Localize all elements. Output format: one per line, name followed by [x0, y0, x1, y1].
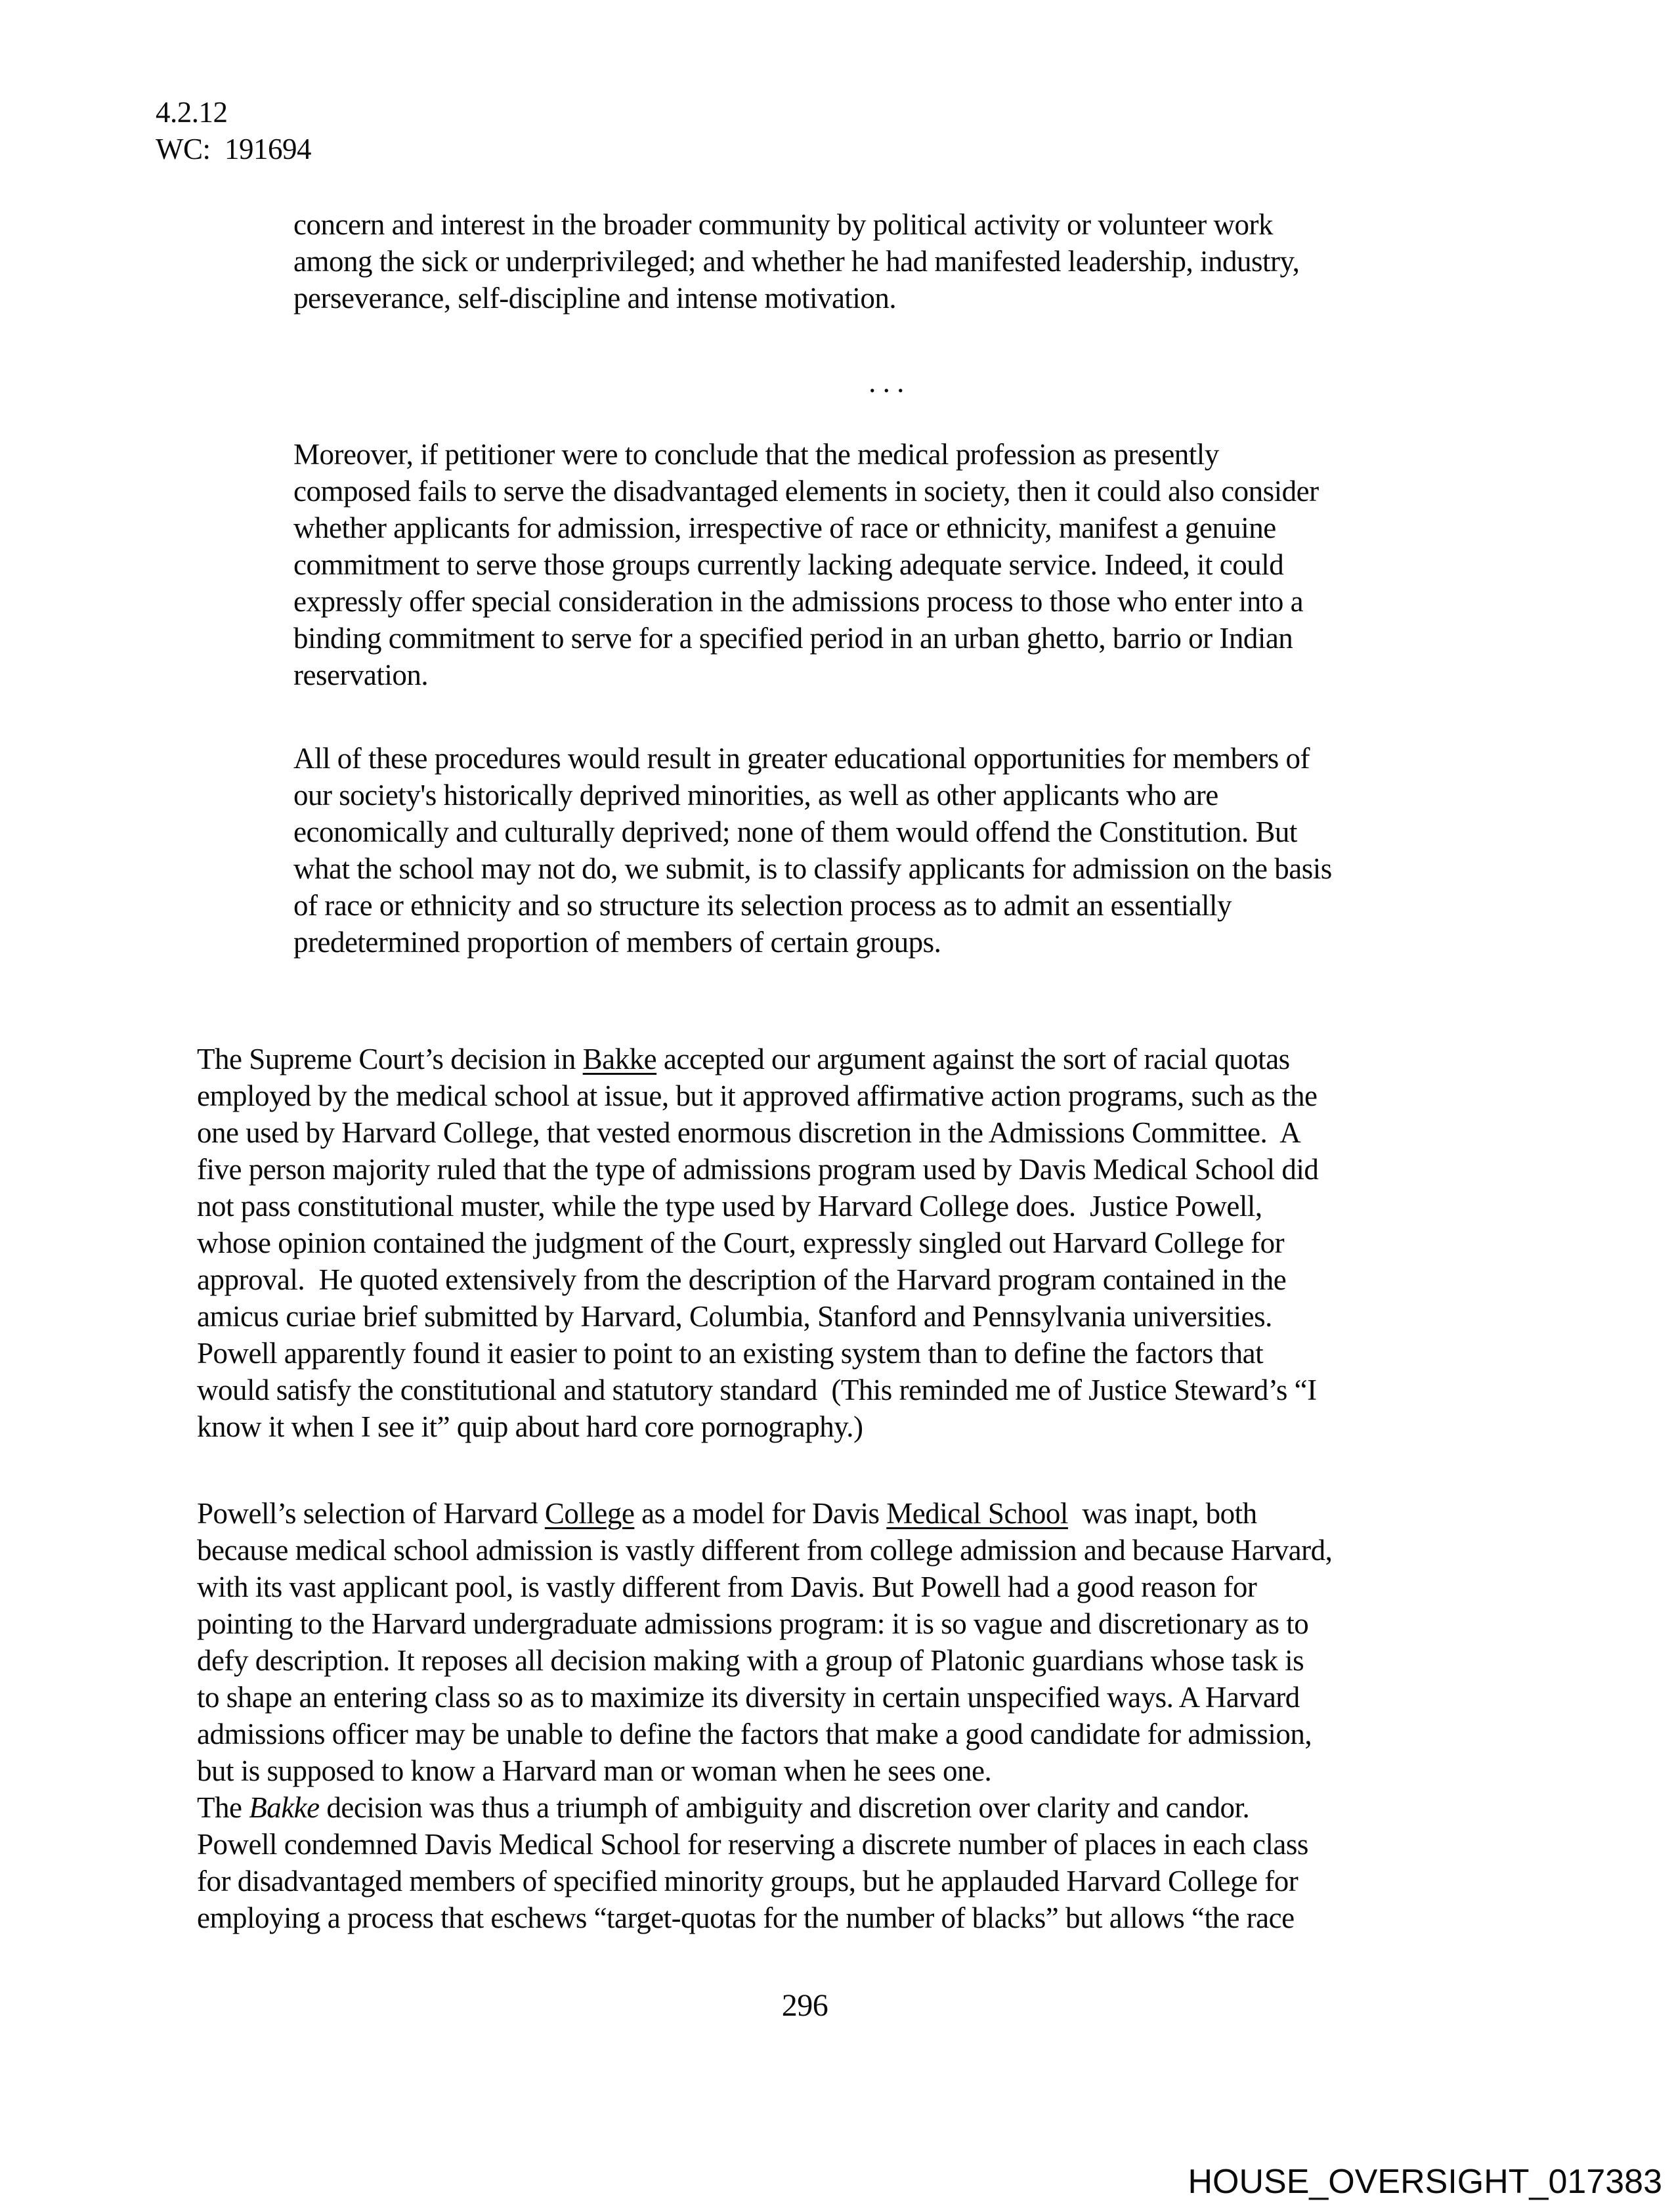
page-number: 296: [781, 1988, 828, 2023]
header-date: 4.2.12: [156, 96, 228, 129]
paragraph-2: [197, 1495, 1484, 1936]
underlined-word: Medical School: [886, 1497, 1068, 1530]
underlined-case-name: Bakke: [582, 1043, 657, 1075]
italic-case-name: Bakke: [249, 1791, 320, 1824]
text-line: concern and interest in the broader community by political activity or volunteer work: [293, 208, 1274, 241]
text-line: composed fails to serve the disadvantaged elements in society, then it could also consider: [293, 475, 1319, 508]
text-line: defy description. It reposes all decision making with a group of Platonic guardians whose task is: [197, 1644, 1304, 1677]
text-line: [197, 1495, 1484, 1532]
text-line: All of these procedures would result in greater educational opportunities for members of: [293, 742, 1310, 775]
text-line: economically and culturally deprived; none of them would offend the Constitution. But: [293, 815, 1297, 848]
text-line: whether applicants for admission, irrespective of race or ethnicity, manifest a genuine: [293, 511, 1276, 544]
text-line: because medical school admission is vastly different from college admission and because Harvard,: [197, 1534, 1333, 1567]
text-line: employing a process that eschews “target-quotas for the number of blacks” but allows “the race: [197, 1901, 1295, 1934]
blockquote-2: [293, 436, 1482, 693]
text-line: employed by the medical school at issue, but it approved affirmative action programs, such as the: [197, 1079, 1318, 1112]
text-line: amicus curiae brief submitted by Harvard, Columbia, Stanford and Pennsylvania universities.: [197, 1300, 1272, 1333]
text-segment: accepted our argument against the sort of racial quotas: [656, 1043, 1290, 1075]
underlined-word: College: [544, 1497, 635, 1530]
text-segment: was inapt, both: [1067, 1497, 1257, 1530]
text-line: one used by Harvard College, that vested enormous discretion in the Admissions Committee. A: [197, 1116, 1301, 1149]
text-line: commitment to serve those groups currently lacking adequate service. Indeed, it could: [293, 548, 1284, 581]
text-line: to shape an entering class so as to maximize its diversity in certain unspecified ways. A Harvard: [197, 1681, 1300, 1714]
text-line: perseverance, self-discipline and intense motivation.: [293, 282, 897, 314]
text-line: binding commitment to serve for a specified period in an urban ghetto, barrio or Indian: [293, 622, 1293, 655]
text-line: with its vast applicant pool, is vastly different from Davis. But Powell had a good reason for: [197, 1571, 1257, 1603]
text-line: but is supposed to know a Harvard man or woman when he sees one.: [197, 1754, 992, 1787]
ellipsis-dots: . . .: [869, 366, 904, 399]
text-line: Powell apparently found it easier to point to an existing system than to define the factors that: [197, 1337, 1264, 1370]
text-line: for disadvantaged members of specified minority groups, but he applauded Harvard College for: [197, 1865, 1298, 1898]
text-segment: decision was thus a triumph of ambiguity and discretion over clarity and candor.: [319, 1791, 1250, 1824]
text-segment: as a model for Davis: [634, 1497, 887, 1530]
text-line: admissions officer may be unable to define the factors that make a good candidate for admission,: [197, 1718, 1312, 1750]
text-line: five person majority ruled that the type of admissions program used by Davis Medical School did: [197, 1153, 1319, 1186]
blockquote-3: [293, 740, 1482, 961]
text-line: not pass constitutional muster, while the type used by Harvard College does. Justice Powell,: [197, 1190, 1262, 1223]
text-segment: Powell’s selection of Harvard: [197, 1497, 545, 1530]
text-line: what the school may not do, we submit, is to classify applicants for admission on the basis: [293, 852, 1332, 885]
paragraph-1: [197, 1041, 1484, 1445]
header-wordcount: WC: 191694: [156, 133, 311, 165]
page-header: [156, 95, 311, 168]
text-segment: The Supreme Court’s decision in: [197, 1043, 583, 1075]
text-line: Powell condemned Davis Medical School for reserving a discrete number of places in each class: [197, 1828, 1308, 1861]
text-line: know it when I see it” quip about hard core pornography.): [197, 1410, 863, 1443]
text-line: of race or ethnicity and so structure its selection process as to admit an essentially: [293, 889, 1232, 922]
text-line: reservation.: [293, 659, 429, 691]
text-line: Moreover, if petitioner were to conclude that the medical profession as presently: [293, 438, 1219, 471]
ellipsis-separator: [293, 364, 1479, 401]
bates-stamp: HOUSE_OVERSIGHT_017383: [1188, 2163, 1662, 2201]
text-line: [197, 1789, 1484, 1826]
text-line: would satisfy the constitutional and statutory standard (This reminded me of Justice Steward’s “I: [197, 1374, 1317, 1406]
text-line: [197, 1041, 1484, 1077]
blockquote-1: [293, 206, 1482, 316]
text-line: among the sick or underprivileged; and whether he had manifested leadership, industry,: [293, 245, 1300, 278]
text-segment: The: [197, 1791, 249, 1824]
text-line: whose opinion contained the judgment of the Court, expressly singled out Harvard College for: [197, 1226, 1285, 1259]
text-line: our society's historically deprived minorities, as well as other applicants who are: [293, 779, 1218, 812]
text-line: pointing to the Harvard undergraduate admissions program: it is so vague and discretionary as to: [197, 1607, 1309, 1640]
text-line: expressly offer special consideration in the admissions process to those who enter into a: [293, 585, 1304, 618]
text-line: predetermined proportion of members of certain groups.: [293, 926, 941, 959]
text-line: approval. He quoted extensively from the description of the Harvard program contained in the: [197, 1263, 1287, 1296]
